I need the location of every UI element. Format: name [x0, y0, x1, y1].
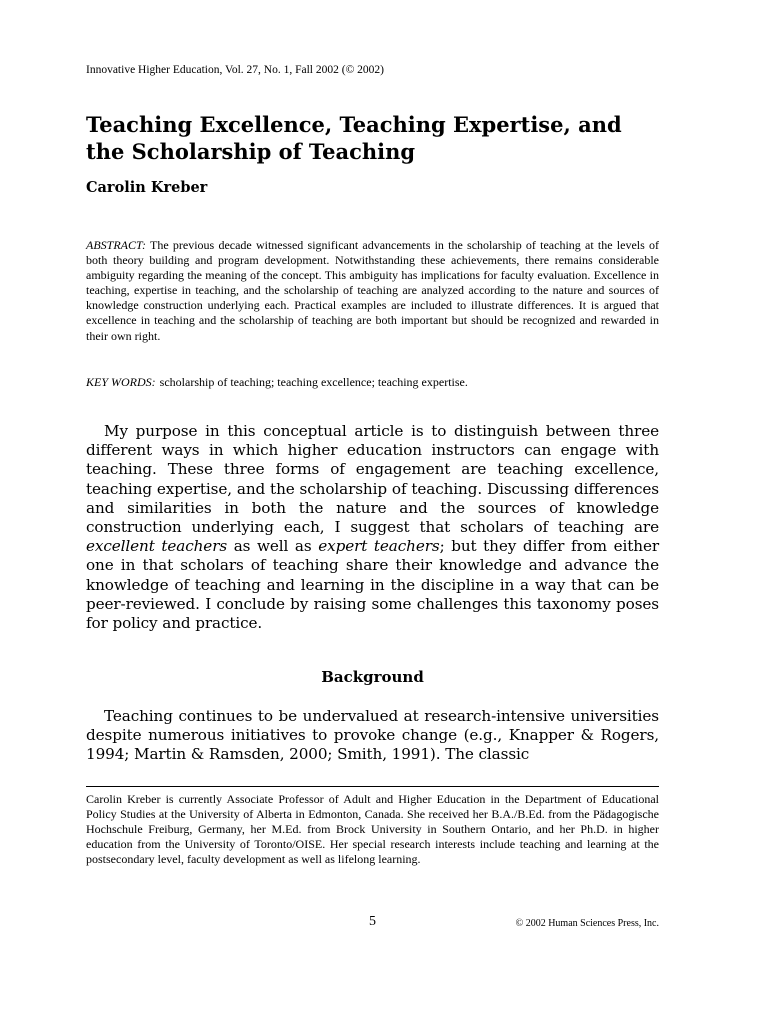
author-name: Carolin Kreber	[86, 179, 208, 196]
keywords-label: KEY WORDS:	[86, 375, 156, 389]
intro-paragraph	[86, 422, 659, 633]
background-paragraph: Teaching continues to be undervalued at research-intensive universities despite numerous initiatives to provoke change (e.g., Knapper & Rogers, 1994; Martin & Ramsden, 2000; Smith, 1991). The classic	[86, 707, 659, 764]
keywords-text: scholarship of teaching; teaching excellence; teaching expertise.	[159, 375, 468, 389]
intro-emphasis-expert-teachers: expert teachers	[318, 537, 440, 556]
intro-emphasis-excellent-teachers: excellent teachers	[86, 537, 228, 556]
article-title: Teaching Excellence, Teaching Expertise, and the Scholarship of Teaching	[86, 112, 622, 164]
intro-text-1: My purpose in this conceptual article is to distinguish between three different ways in which higher education instructors can engage with teaching. These three forms of engagement are teaching excellence, teaching expertise, and the scholarship of teaching. Discussing differences and similarities in both the nature and the sources of knowledge construction underlying each, I suggest that scholars of teaching are	[86, 422, 659, 537]
author-footnote: Carolin Kreber is currently Associate Professor of Adult and Higher Education in the Department of Educational Policy Studies at the University of Alberta in Edmonton, Canada. She received her B.A./B.Ed. from the Pädagogische Hochschule Freiburg, Germany, her M.Ed. from Brock University in Southern Ontario, and her Ph.D. in higher education from the University of Toronto/OISE. Her special research interests include teaching and learning at the postsecondary level, faculty development as well as lifelong learning.	[86, 792, 659, 866]
running-head: Innovative Higher Education, Vol. 27, No. 1, Fall 2002 (© 2002)	[86, 64, 385, 76]
intro-text-2: as well as	[227, 537, 319, 556]
intro-text-3: ; but they differ from either one in that scholars of teaching share their knowledge and advance the knowledge of teaching and learning in the discipline in a way that can be peer-reviewed. I conclude by raising some challenges this taxonomy poses for policy and practice.	[86, 537, 660, 633]
keywords	[86, 375, 468, 390]
footnote-divider	[86, 786, 659, 787]
abstract	[86, 238, 659, 344]
page-number: 5	[369, 914, 376, 929]
section-heading-background: Background	[321, 668, 424, 686]
copyright-footer: © 2002 Human Sciences Press, Inc.	[515, 918, 659, 929]
abstract-label: ABSTRACT:	[86, 238, 147, 252]
abstract-text: The previous decade witnessed significant advancements in the scholarship of teaching at the levels of both theory building and program development. Notwithstanding these achievements, there remains considerable ambiguity regarding the meaning of the concept. This ambiguity has implications for faculty evaluation. Excellence in teaching, expertise in teaching, and the scholarship of teaching are analyzed according to the nature and sources of knowledge construction underlying each. Practical examples are included to illustrate differences. It is argued that excellence in teaching and the scholarship of teaching are both important but should be recognized and rewarded in their own right.	[86, 238, 659, 343]
